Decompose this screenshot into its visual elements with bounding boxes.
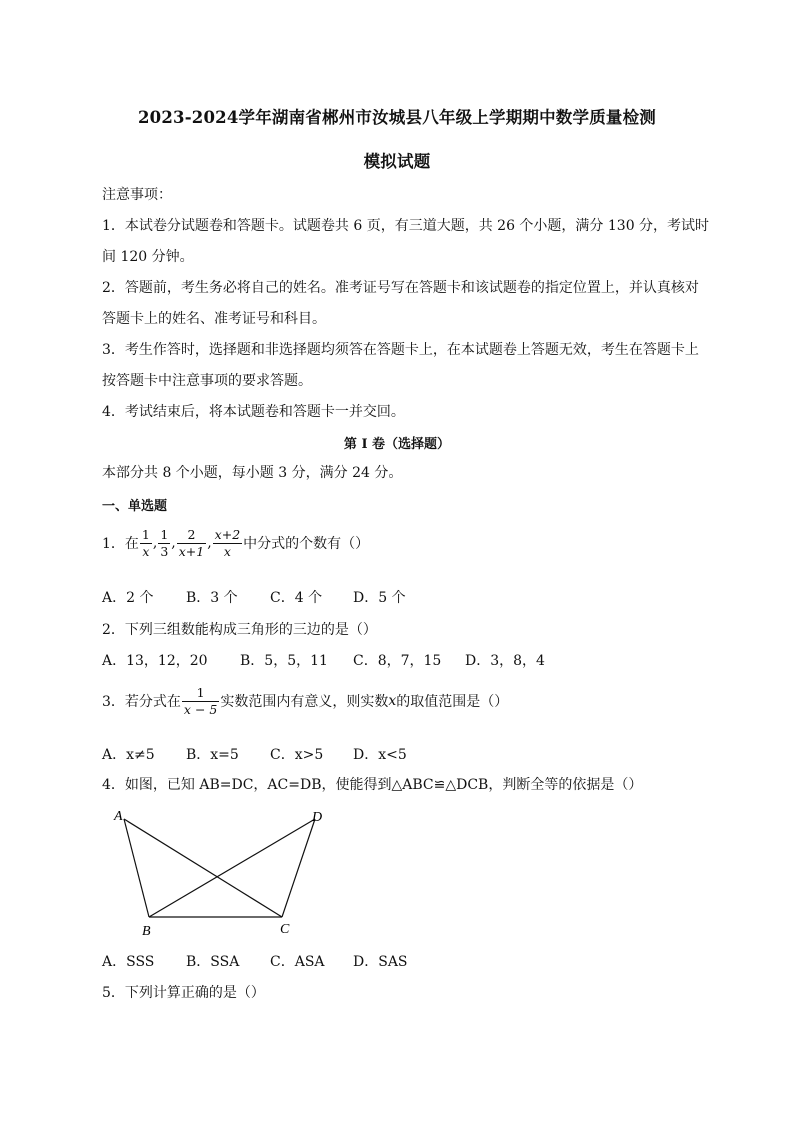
segment-ac — [124, 819, 282, 917]
notice-item-3b: 按答题卡中注意事项的要求答题。 — [102, 373, 312, 389]
q3-option-d: D．x<5 — [353, 747, 407, 763]
q3-option-c: C．x>5 — [270, 747, 324, 763]
notice-item-1b: 间 120 分钟。 — [102, 249, 194, 265]
segment-db — [149, 819, 315, 917]
part1-heading: 第 I 卷（选择题） — [343, 437, 451, 452]
label-d: D — [312, 810, 323, 825]
notice-item-4: 4．考试结束后，将本试题卷和答题卡一并交回。 — [102, 404, 405, 420]
label-c: C — [280, 922, 290, 937]
q1-suffix: 中分式的个数有（） — [243, 536, 370, 553]
document-title-line-1: 2023-2024学年湖南省郴州市汝城县八年级上学期期中数学质量检测 — [138, 108, 656, 127]
q1-fraction-3: $\frac{2}{x+1}$ — [178, 527, 205, 559]
q2-option-c: C．8，7，15 — [353, 653, 442, 669]
q4-option-c: C．ASA — [270, 954, 325, 970]
q1-option-d: D．5 个 — [353, 590, 406, 606]
q1-fraction-1: $\frac{1}{x}$ — [141, 527, 150, 559]
q3-option-a: A．x≠5 — [102, 747, 155, 763]
label-b: B — [142, 924, 151, 939]
segment-ab — [124, 819, 149, 917]
segment-dc — [282, 819, 315, 917]
q1-fraction-2: $\frac{1}{3}$ — [160, 527, 169, 559]
q3-fraction: $\frac{1}{x - 5}$ — [183, 685, 218, 717]
q1-fraction-4: $\frac{x+2}{x}$ — [214, 527, 241, 559]
section-heading-single-choice: 一、单选题 — [102, 499, 168, 514]
q1-prefix: 1．在 — [102, 536, 139, 553]
question-3: 3．若分式在 $\frac{1}{x - 5}$ 实数范围内有意义，则实数 x 的取值范围是（） — [102, 685, 509, 717]
label-a: A — [114, 809, 123, 824]
document-title-line-2: 模拟试题 — [363, 152, 431, 171]
notice-item-3a: 3．考生作答时，选择题和非选择题均须答在答题卡上，在本试题卷上答题无效，考生在答题卡上 — [102, 342, 699, 358]
q4-option-d: D．SAS — [353, 954, 408, 970]
q4-option-b: B．SSA — [186, 954, 240, 970]
notice-item-1a: 1．本试卷分试题卷和答题卡。试题卷共 6 页，有三道大题，共 26 个小题，满分 130 分，考试时 — [102, 218, 710, 234]
q2-option-b: B．5，5，11 — [240, 653, 328, 669]
part1-description: 本部分共 8 个小题，每小题 3 分，满分 24 分。 — [102, 465, 403, 481]
q1-option-b: B．3 个 — [186, 590, 238, 606]
notice-heading: 注意事项： — [102, 187, 172, 203]
q4-option-a: A．SSS — [102, 954, 155, 970]
question-4: 4．如图，已知 AB=DC，AC=DB，使能得到△ABC≌△DCB，判断全等的依据是（） — [102, 777, 643, 793]
question-2: 2．下列三组数能构成三角形的三边的是（） — [102, 622, 377, 638]
q3-prefix: 3．若分式在 — [102, 694, 181, 711]
q1-option-c: C．4 个 — [270, 590, 323, 606]
question-5: 5．下列计算正确的是（） — [102, 985, 265, 1001]
q2-option-a: A．13，12，20 — [102, 653, 208, 669]
notice-item-2a: 2．答题前，考生务必将自己的姓名。准考证号写在答题卡和该试题卷的指定位置上，并认真核对 — [102, 280, 699, 296]
q2-option-d: D．3，8，4 — [465, 653, 545, 669]
notice-item-2b: 答题卡上的姓名、准考证号和科目。 — [102, 311, 326, 327]
q1-option-a: A．2 个 — [102, 590, 154, 606]
q4-geometry-figure — [110, 804, 340, 940]
q3-option-b: B．x=5 — [186, 747, 239, 763]
question-1: 1．在 $\frac{1}{x}$ , $\frac{1}{3}$ , $\frac{2}{x+1}$ , $\frac{x+2}{x}$ 中分式的个数有（） — [102, 527, 370, 559]
